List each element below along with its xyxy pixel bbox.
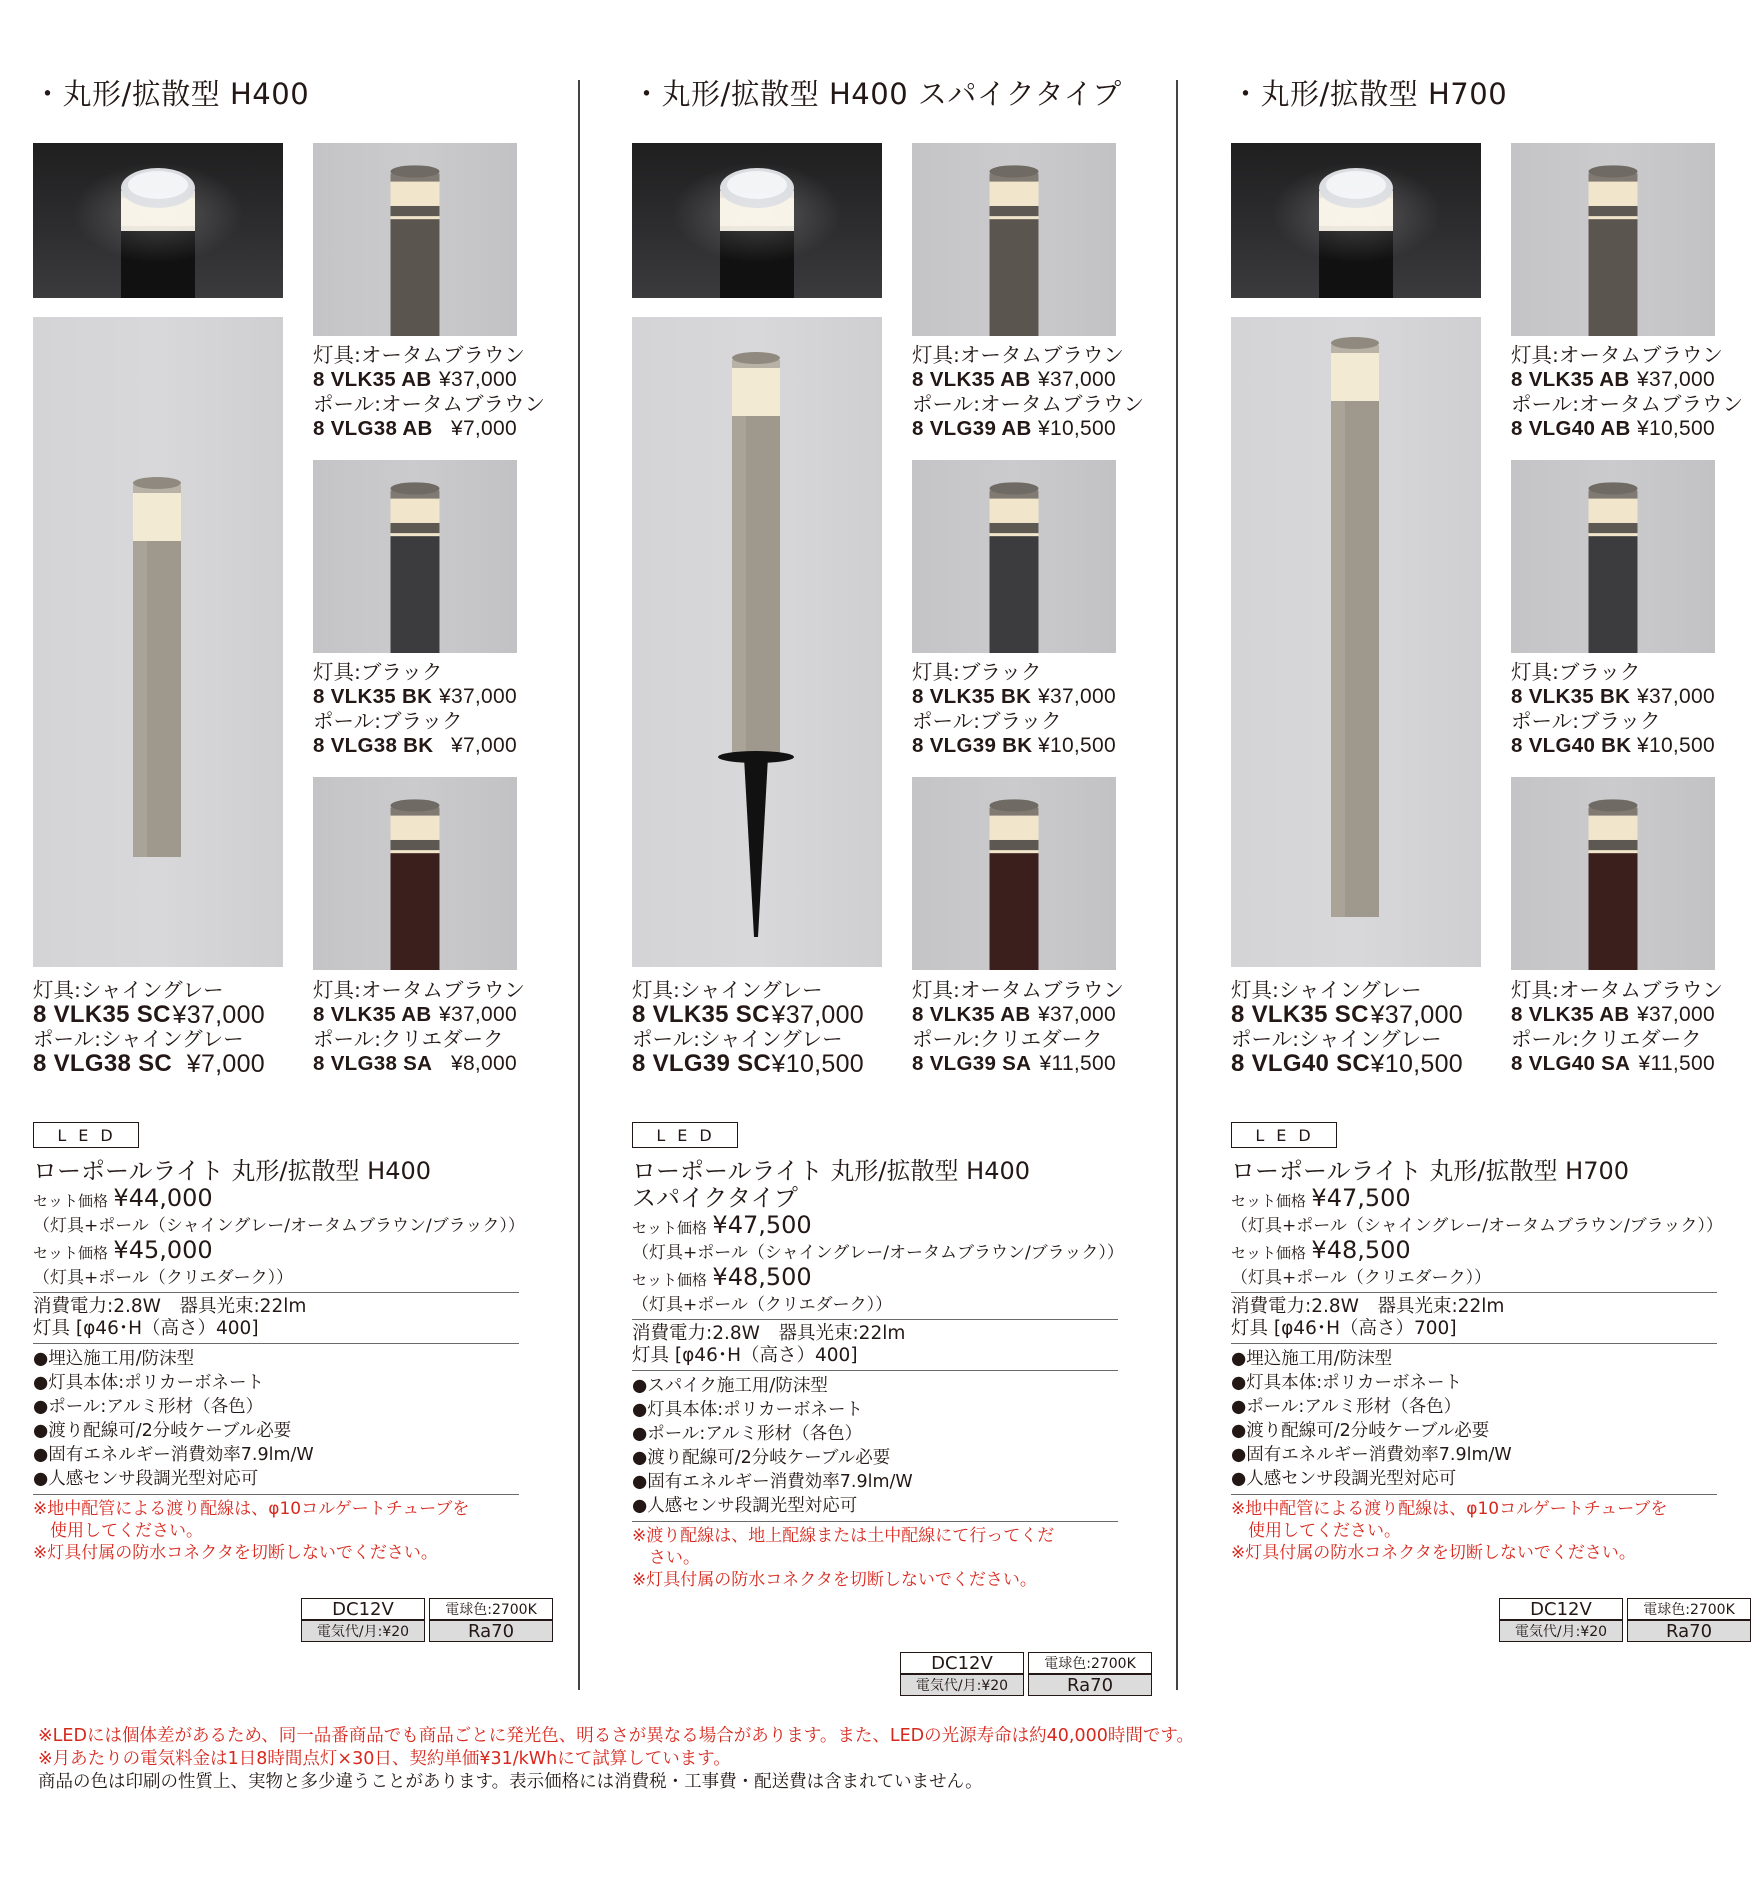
spec-size: 灯具 [φ46･H（高さ）400] xyxy=(632,1345,858,1366)
set-price-label: セット価格 xyxy=(632,1271,708,1289)
product-column-h700 xyxy=(1231,0,1751,1700)
product-caption xyxy=(1231,978,1463,1076)
divider xyxy=(1231,1494,1717,1495)
fixture-price: ¥37,000 xyxy=(771,1000,864,1029)
pole-code-row xyxy=(912,1052,1116,1077)
fixture-code: 8 VLK35 SC xyxy=(632,1000,770,1028)
divider xyxy=(632,1319,1118,1320)
fixture-price: ¥37,000 xyxy=(1636,1002,1715,1026)
product-caption xyxy=(313,660,517,758)
column-divider-2 xyxy=(1176,80,1178,1690)
fixture-code-row xyxy=(1511,1003,1715,1028)
pole-light-photo-autumn-brown xyxy=(313,143,517,336)
fixture-code-row xyxy=(912,1003,1116,1028)
feature-item: ●渡り配線可/2分岐ケーブル必要 xyxy=(1231,1421,1490,1441)
lamp-closeup-photo xyxy=(33,143,283,298)
feature-item: ●固有エネルギー消費効率7.9lm/W xyxy=(632,1472,913,1492)
fixture-color-label: 灯具:ブラック xyxy=(1511,660,1641,684)
fixture-code: 8 VLK35 AB xyxy=(912,367,1031,391)
color-temp-cell: 電球色:2700K xyxy=(1627,1598,1751,1620)
pole-code: 8 VLG40 BK xyxy=(1511,733,1632,757)
fixture-code-row xyxy=(632,1000,864,1029)
footer-notes xyxy=(38,1725,1194,1794)
set-price-label: セット価格 xyxy=(1231,1244,1307,1262)
pole-price: ¥10,500 xyxy=(1636,733,1715,757)
set-price-2 xyxy=(1231,1237,1717,1267)
pole-code-row xyxy=(1231,1049,1463,1078)
set-price-note: （灯具+ポール（クリエダーク）） xyxy=(33,1268,294,1288)
spec-box xyxy=(301,1598,553,1642)
fixture-price: ¥37,000 xyxy=(1636,684,1715,708)
feature-item: ●人感センサ段調光型対応可 xyxy=(1231,1469,1457,1489)
fixture-price: ¥37,000 xyxy=(1037,367,1116,391)
set-price-value: ¥47,500 xyxy=(712,1211,812,1239)
spec-power: 消費電力:2.8W 器具光束:22lm xyxy=(33,1296,307,1317)
fixture-code: 8 VLK35 SC xyxy=(1231,1000,1369,1028)
fixture-price: ¥37,000 xyxy=(1370,1000,1463,1029)
lamp-closeup-photo xyxy=(1231,143,1481,298)
pole-code: 8 VLG39 SC xyxy=(632,1049,772,1077)
pole-code: 8 VLG39 BK xyxy=(912,733,1033,757)
product-caption xyxy=(912,660,1116,758)
set-price-label: セット価格 xyxy=(33,1192,109,1210)
warning-note: ※地中配管による渡り配線は、φ10コルゲートチューブを xyxy=(1231,1499,1668,1519)
fixture-code-row xyxy=(33,1000,265,1029)
set-price-2 xyxy=(33,1237,519,1267)
pole-color-label: ポール:クリエダーク xyxy=(912,1027,1103,1051)
fixture-color-label: 灯具:オータムブラウン xyxy=(313,978,525,1002)
feature-item: ●ポール:アルミ形材（各色） xyxy=(33,1397,264,1417)
divider xyxy=(1231,1343,1717,1344)
pole-light-photo-shining-grey xyxy=(33,317,283,967)
feature-item: ●灯具本体:ポリカーボネート xyxy=(1231,1373,1462,1393)
pole-light-photo-black xyxy=(1511,460,1715,653)
pole-code: 8 VLG38 AB xyxy=(313,416,433,440)
footer-note-color: 商品の色は印刷の性質上、実物と多少違うことがあります。表示価格には消費税・工事費・配送費は含まれていません。 xyxy=(38,1772,983,1792)
led-badge: LED xyxy=(632,1122,738,1148)
set-price-note: （灯具+ポール（シャイングレー/オータムブラウン/ブラック）） xyxy=(632,1243,1124,1263)
feature-item: ●人感センサ段調光型対応可 xyxy=(33,1469,259,1489)
fixture-color-label: 灯具:ブラック xyxy=(313,660,443,684)
pole-code: 8 VLG40 SA xyxy=(1511,1051,1631,1075)
set-price-1 xyxy=(1231,1185,1717,1215)
fixture-code-row xyxy=(313,368,517,393)
led-badge: LED xyxy=(33,1122,139,1148)
spec-power: 消費電力:2.8W 器具光束:22lm xyxy=(1231,1296,1505,1317)
pole-code: 8 VLG40 SC xyxy=(1231,1049,1371,1077)
product-caption xyxy=(912,978,1124,1076)
set-price-value: ¥47,500 xyxy=(1311,1184,1411,1212)
product-column-h400 xyxy=(33,0,553,1700)
pole-color-label: ポール:オータムブラウン xyxy=(912,392,1144,416)
pole-price: ¥10,500 xyxy=(1037,416,1116,440)
voltage-cell: DC12V xyxy=(301,1598,425,1620)
divider xyxy=(33,1494,519,1495)
divider xyxy=(33,1343,519,1344)
fixture-price: ¥37,000 xyxy=(438,1002,517,1026)
pole-code: 8 VLG39 AB xyxy=(912,416,1032,440)
set-price-note: （灯具+ポール（クリエダーク）） xyxy=(1231,1268,1492,1288)
product-caption xyxy=(1511,660,1715,758)
section-title: ・丸形/拡散型 H400 スパイクタイプ xyxy=(632,77,1122,111)
feature-item: ●灯具本体:ポリカーボネート xyxy=(33,1373,264,1393)
fixture-code: 8 VLK35 AB xyxy=(313,1002,432,1026)
product-name-line: ローポールライト 丸形/拡散型 H700 xyxy=(1231,1157,1629,1185)
fixture-code-row xyxy=(1511,368,1715,393)
led-badge: LED xyxy=(1231,1122,1337,1148)
spec-box xyxy=(1499,1598,1751,1642)
warning-note: ※地中配管による渡り配線は、φ10コルゲートチューブを xyxy=(33,1499,470,1519)
footer-note-led: ※LEDには個体差があるため、同一品番商品でも商品ごとに発光色、明るさが異なる場合があります。また、LEDの光源寿命は約40,000時間です。 xyxy=(38,1726,1194,1746)
product-caption xyxy=(313,978,525,1076)
pole-code: 8 VLG38 SC xyxy=(33,1049,173,1077)
product-name xyxy=(632,1158,1118,1212)
fixture-code: 8 VLK35 BK xyxy=(313,684,433,708)
ra-cell: Ra70 xyxy=(1028,1674,1152,1696)
fixture-color-label: 灯具:オータムブラウン xyxy=(912,978,1124,1002)
feature-item: ●固有エネルギー消費効率7.9lm/W xyxy=(33,1445,314,1465)
fixture-code-row xyxy=(313,685,517,710)
color-temp-cell: 電球色:2700K xyxy=(1028,1652,1152,1674)
set-price-value: ¥48,500 xyxy=(712,1263,812,1291)
pole-price: ¥10,500 xyxy=(1370,1049,1463,1078)
fixture-code: 8 VLK35 AB xyxy=(1511,367,1630,391)
feature-item: ●ポール:アルミ形材（各色） xyxy=(1231,1397,1462,1417)
feature-item: ●人感センサ段調光型対応可 xyxy=(632,1496,858,1516)
pole-code-row xyxy=(1511,1052,1715,1077)
section-title: ・丸形/拡散型 H400 xyxy=(33,77,310,111)
warning-note: ※灯具付属の防水コネクタを切断しないでください。 xyxy=(632,1570,1037,1590)
pole-price: ¥11,500 xyxy=(1638,1051,1715,1075)
pole-price: ¥10,500 xyxy=(1636,416,1715,440)
fixture-code-row xyxy=(1511,685,1715,710)
pole-code-row xyxy=(313,734,517,759)
pole-color-label: ポール:ブラック xyxy=(912,709,1062,733)
fixture-color-label: 灯具:オータムブラウン xyxy=(912,343,1124,367)
voltage-cell: DC12V xyxy=(1499,1598,1623,1620)
pole-color-label: ポール:シャイングレー xyxy=(33,1027,244,1051)
divider xyxy=(1231,1292,1717,1293)
product-caption xyxy=(313,343,545,441)
pole-price: ¥7,000 xyxy=(450,733,517,757)
ra-cell: Ra70 xyxy=(429,1620,553,1642)
fixture-color-label: 灯具:シャイングレー xyxy=(632,978,823,1002)
pole-code-row xyxy=(313,417,517,442)
pole-code-row xyxy=(1511,417,1715,442)
divider xyxy=(33,1292,519,1293)
spec-size: 灯具 [φ46･H（高さ）700] xyxy=(1231,1318,1457,1339)
feature-item: ●渡り配線可/2分岐ケーブル必要 xyxy=(33,1421,292,1441)
pole-price: ¥10,500 xyxy=(1037,733,1116,757)
fixture-color-label: 灯具:シャイングレー xyxy=(33,978,224,1002)
fixture-color-label: 灯具:オータムブラウン xyxy=(1511,343,1723,367)
pole-light-photo-autumn-brown xyxy=(912,143,1116,336)
product-info xyxy=(33,1122,525,1564)
fixture-code-row xyxy=(313,1003,517,1028)
fixture-price: ¥37,000 xyxy=(1636,367,1715,391)
spec-power: 消費電力:2.8W 器具光束:22lm xyxy=(632,1323,906,1344)
warning-note: 使用してください。 xyxy=(33,1521,203,1541)
set-price-2 xyxy=(632,1264,1118,1294)
ra-cell: Ra70 xyxy=(1627,1620,1751,1642)
pole-light-photo-autumn-brown xyxy=(1511,143,1715,336)
feature-item: ●灯具本体:ポリカーボネート xyxy=(632,1400,863,1420)
fixture-code: 8 VLK35 SC xyxy=(33,1000,171,1028)
product-name xyxy=(1231,1158,1717,1185)
pole-light-photo-shining-grey xyxy=(1231,317,1481,967)
pole-price: ¥8,000 xyxy=(450,1051,517,1075)
pole-code-row xyxy=(912,734,1116,759)
pole-color-label: ポール:シャイングレー xyxy=(1231,1027,1442,1051)
product-caption xyxy=(33,978,265,1076)
warning-note: さい。 xyxy=(632,1548,700,1568)
feature-item: ●固有エネルギー消費効率7.9lm/W xyxy=(1231,1445,1512,1465)
fixture-code: 8 VLK35 BK xyxy=(912,684,1032,708)
set-price-value: ¥45,000 xyxy=(113,1236,213,1264)
lamp-closeup-photo xyxy=(632,143,882,298)
electricity-cost-cell: 電気代/月:¥20 xyxy=(900,1674,1024,1696)
set-price-note: （灯具+ポール（シャイングレー/オータムブラウン/ブラック）） xyxy=(33,1216,525,1236)
set-price-note: （灯具+ポール（クリエダーク）） xyxy=(632,1295,893,1315)
electricity-cost-cell: 電気代/月:¥20 xyxy=(1499,1620,1623,1642)
pole-color-label: ポール:シャイングレー xyxy=(632,1027,843,1051)
fixture-price: ¥37,000 xyxy=(1037,684,1116,708)
pole-price: ¥7,000 xyxy=(186,1049,265,1078)
pole-color-label: ポール:ブラック xyxy=(1511,709,1661,733)
product-caption xyxy=(912,343,1144,441)
pole-light-photo-clear-dark xyxy=(1511,777,1715,970)
fixture-code-row xyxy=(1231,1000,1463,1029)
warning-note: ※渡り配線は、地上配線または土中配線にて行ってくだ xyxy=(632,1526,1055,1546)
pole-color-label: ポール:クリエダーク xyxy=(313,1027,504,1051)
set-price-1 xyxy=(632,1212,1118,1242)
set-price-label: セット価格 xyxy=(33,1244,109,1262)
product-caption xyxy=(632,978,864,1076)
product-name-line: スパイクタイプ xyxy=(632,1184,798,1212)
fixture-price: ¥37,000 xyxy=(172,1000,265,1029)
fixture-code-row xyxy=(912,368,1116,393)
pole-color-label: ポール:ブラック xyxy=(313,709,463,733)
set-price-label: セット価格 xyxy=(1231,1192,1307,1210)
pole-light-photo-clear-dark xyxy=(313,777,517,970)
fixture-price: ¥37,000 xyxy=(438,684,517,708)
product-name-line: ローポールライト 丸形/拡散型 H400 xyxy=(632,1157,1030,1185)
fixture-price: ¥37,000 xyxy=(438,367,517,391)
product-name xyxy=(33,1158,519,1185)
set-price-note: （灯具+ポール（シャイングレー/オータムブラウン/ブラック）） xyxy=(1231,1216,1723,1236)
pole-price: ¥10,500 xyxy=(771,1049,864,1078)
section-title: ・丸形/拡散型 H700 xyxy=(1231,77,1508,111)
voltage-cell: DC12V xyxy=(900,1652,1024,1674)
product-info xyxy=(632,1122,1124,1591)
pole-code-row xyxy=(1511,734,1715,759)
pole-light-photo-black xyxy=(912,460,1116,653)
footer-note-electricity: ※月あたりの電気料金は1日8時間点灯×30日、契約単価¥31/kWhにて試算しています。 xyxy=(38,1749,731,1769)
pole-code: 8 VLG40 AB xyxy=(1511,416,1631,440)
feature-item: ●埋込施工用/防沫型 xyxy=(33,1349,195,1369)
pole-light-photo-clear-dark xyxy=(912,777,1116,970)
pole-code: 8 VLG38 SA xyxy=(313,1051,433,1075)
pole-code: 8 VLG39 SA xyxy=(912,1051,1032,1075)
set-price-label: セット価格 xyxy=(632,1219,708,1237)
fixture-color-label: 灯具:シャイングレー xyxy=(1231,978,1422,1002)
fixture-price: ¥37,000 xyxy=(1037,1002,1116,1026)
divider xyxy=(632,1370,1118,1371)
fixture-color-label: 灯具:ブラック xyxy=(912,660,1042,684)
pole-code-row xyxy=(632,1049,864,1078)
pole-price: ¥7,000 xyxy=(450,416,517,440)
warning-note: ※灯具付属の防水コネクタを切断しないでください。 xyxy=(1231,1543,1636,1563)
fixture-color-label: 灯具:オータムブラウン xyxy=(313,343,525,367)
product-name-line: ローポールライト 丸形/拡散型 H400 xyxy=(33,1157,431,1185)
product-caption xyxy=(1511,978,1723,1076)
pole-price: ¥11,500 xyxy=(1039,1051,1116,1075)
pole-code: 8 VLG38 BK xyxy=(313,733,434,757)
pole-code-row xyxy=(33,1049,265,1078)
pole-code-row xyxy=(912,417,1116,442)
fixture-code: 8 VLK35 BK xyxy=(1511,684,1631,708)
column-divider-1 xyxy=(578,80,580,1690)
pole-code-row xyxy=(313,1052,517,1077)
spec-size: 灯具 [φ46･H（高さ）400] xyxy=(33,1318,259,1339)
fixture-color-label: 灯具:オータムブラウン xyxy=(1511,978,1723,1002)
feature-item: ●渡り配線可/2分岐ケーブル必要 xyxy=(632,1448,891,1468)
pole-light-photo-black xyxy=(313,460,517,653)
fixture-code: 8 VLK35 AB xyxy=(912,1002,1031,1026)
feature-item: ●埋込施工用/防沫型 xyxy=(1231,1349,1393,1369)
feature-item: ●スパイク施工用/防沫型 xyxy=(632,1376,828,1396)
fixture-code-row xyxy=(912,685,1116,710)
fixture-code: 8 VLK35 AB xyxy=(313,367,432,391)
pole-color-label: ポール:クリエダーク xyxy=(1511,1027,1702,1051)
warning-note: ※灯具付属の防水コネクタを切断しないでください。 xyxy=(33,1543,438,1563)
spec-box xyxy=(900,1652,1152,1696)
color-temp-cell: 電球色:2700K xyxy=(429,1598,553,1620)
product-info xyxy=(1231,1122,1723,1564)
set-price-value: ¥44,000 xyxy=(113,1184,213,1212)
divider xyxy=(632,1521,1118,1522)
fixture-code: 8 VLK35 AB xyxy=(1511,1002,1630,1026)
warning-note: 使用してください。 xyxy=(1231,1521,1401,1541)
product-caption xyxy=(1511,343,1743,441)
pole-color-label: ポール:オータムブラウン xyxy=(1511,392,1743,416)
pole-color-label: ポール:オータムブラウン xyxy=(313,392,545,416)
set-price-value: ¥48,500 xyxy=(1311,1236,1411,1264)
set-price-1 xyxy=(33,1185,519,1215)
pole-light-photo-shining-grey xyxy=(632,317,882,967)
electricity-cost-cell: 電気代/月:¥20 xyxy=(301,1620,425,1642)
feature-item: ●ポール:アルミ形材（各色） xyxy=(632,1424,863,1444)
product-column-h400-spike xyxy=(632,0,1152,1700)
